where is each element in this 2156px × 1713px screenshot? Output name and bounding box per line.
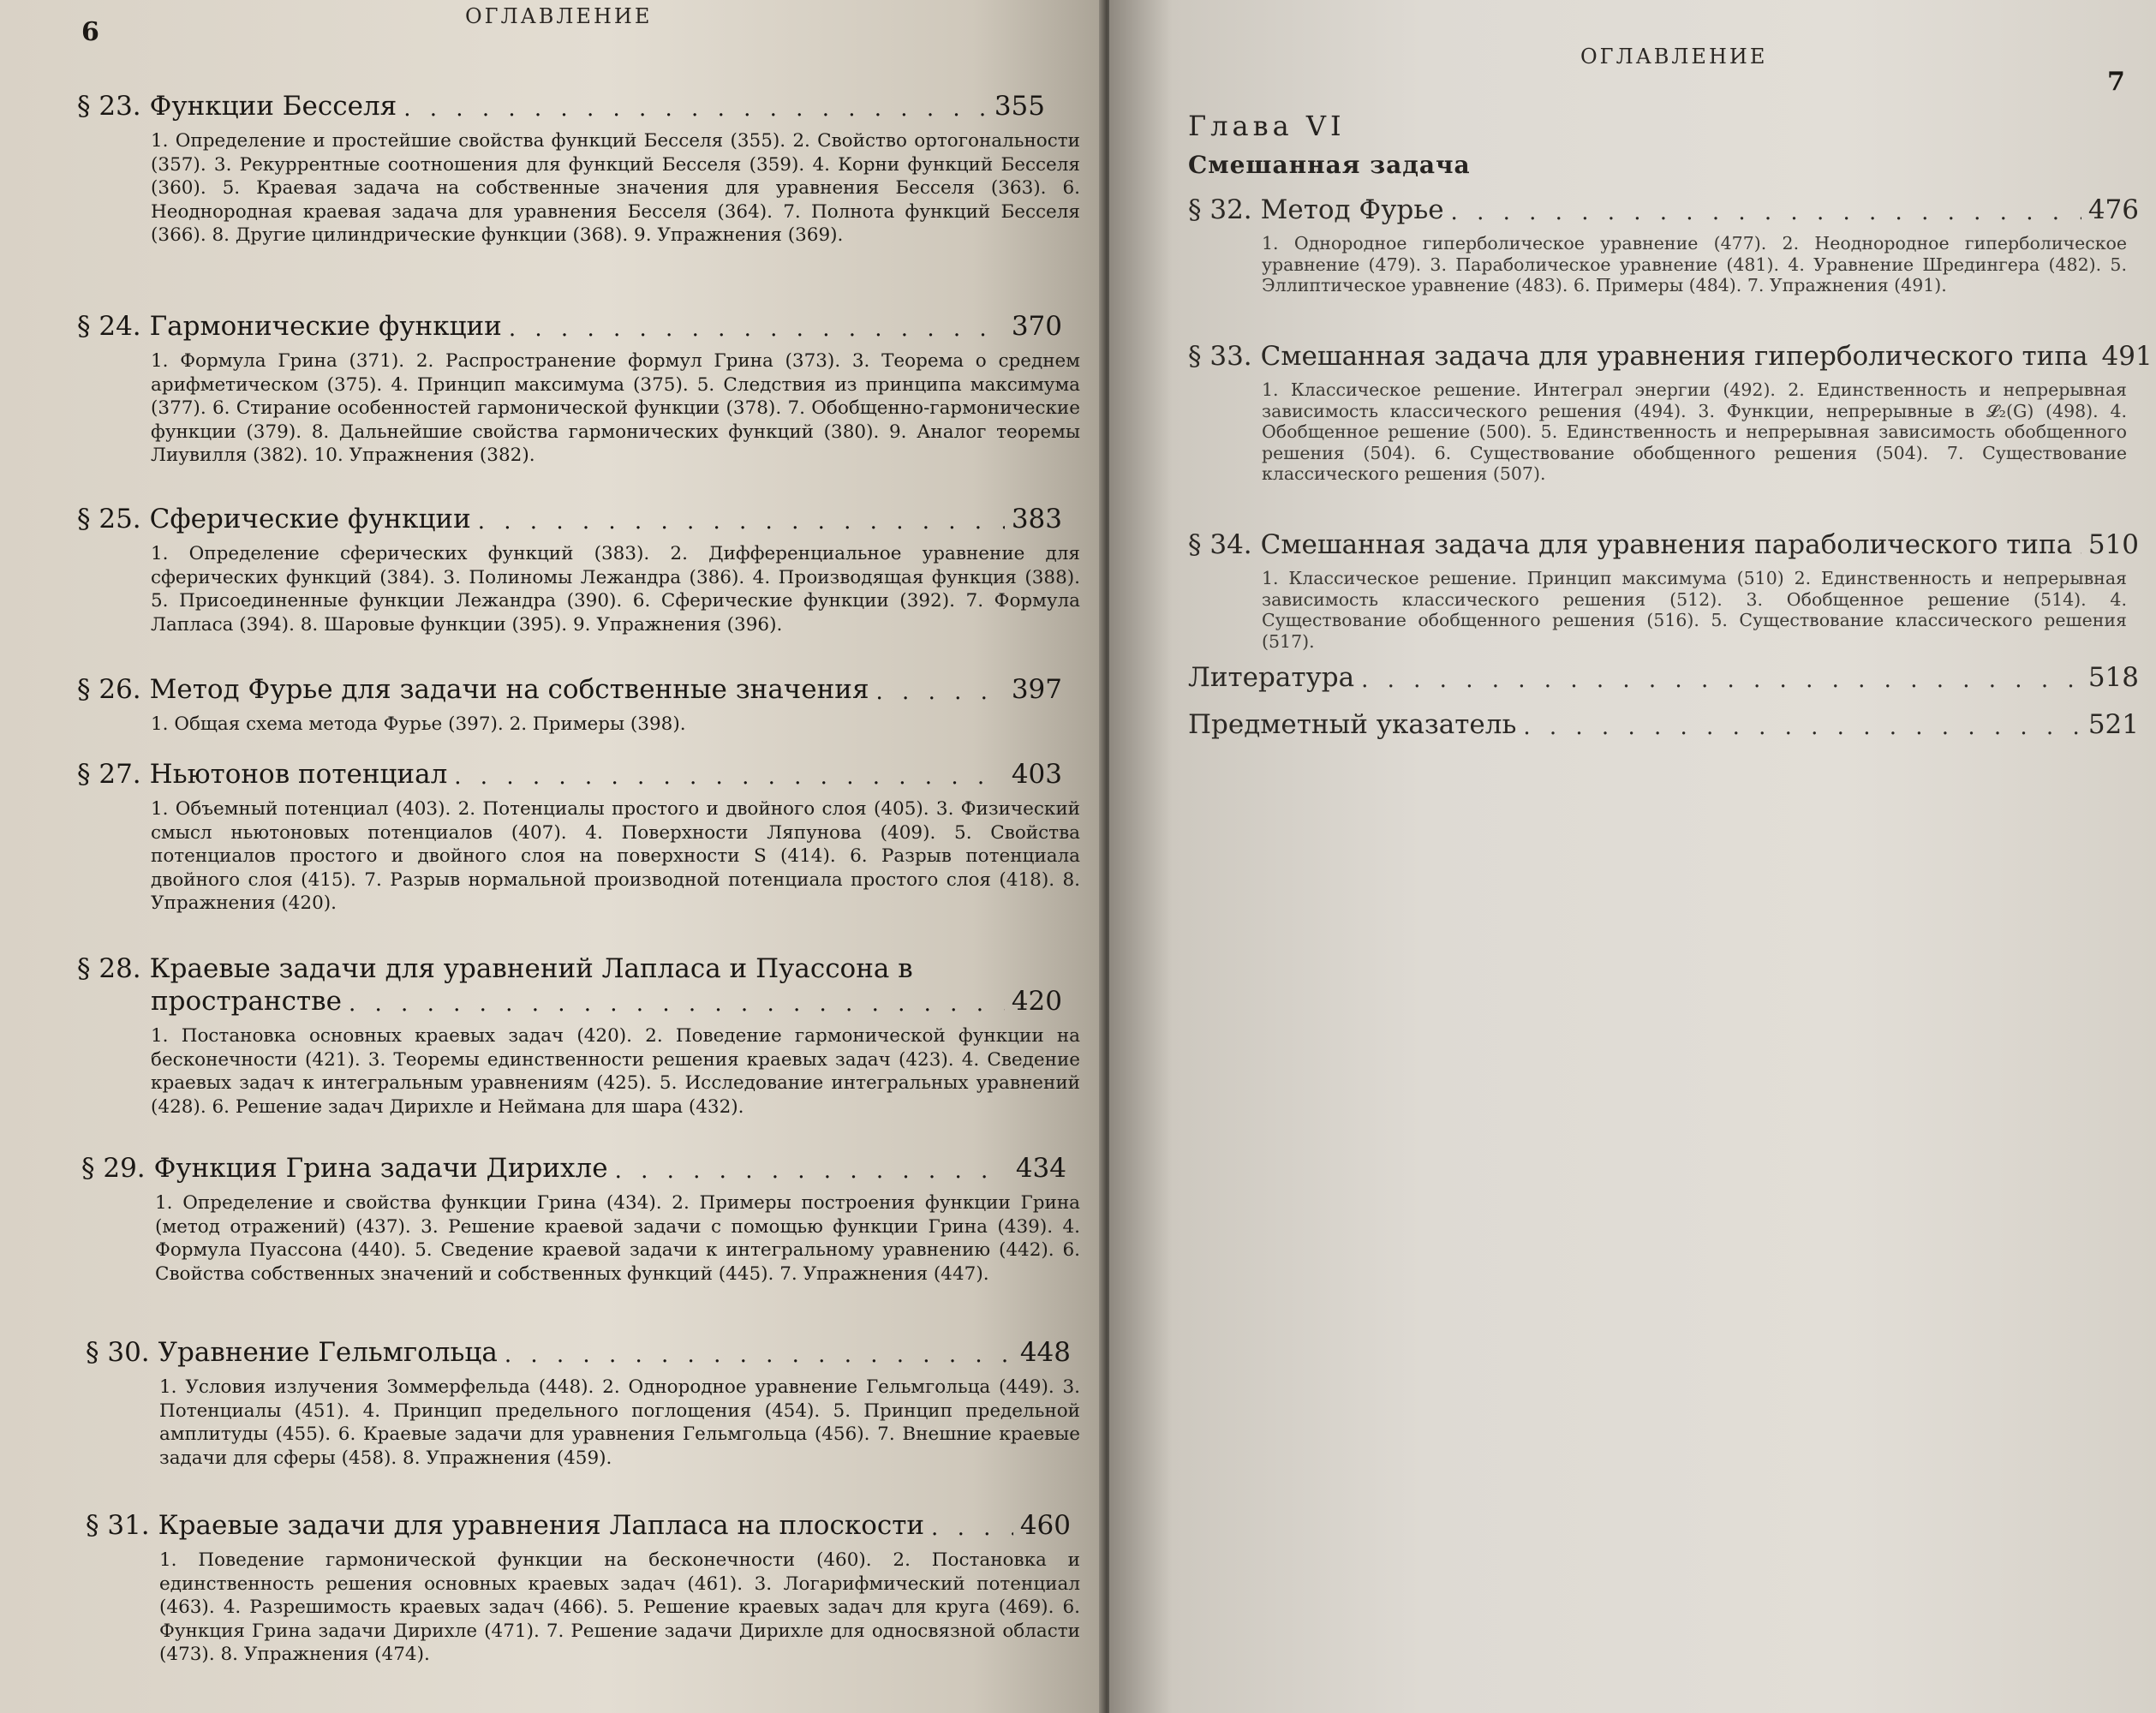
section-title: Краевые задачи для уравнения Лапласа на плоскости: [158, 1510, 925, 1541]
chapter-title: Смешанная задача: [1188, 151, 1471, 179]
section-topics: 1. Однородное гиперболическое уравнение (477). 2. Неоднородное гиперболическое уравнение (479). 3. Параболическое уравнение (481). 4. Уравнение Шредингера (482). 5. Эллиптическое уравнение (483). 6. Примеры (484). 7. Упражнения (491).: [1262, 233, 2127, 295]
leader-dots: [478, 513, 1005, 530]
section-number: § 33.: [1188, 341, 1252, 372]
section-page: 383: [1011, 504, 1062, 534]
section-topics: 1. Классическое решение. Интеграл энергии (492). 2. Единственность и непрерывная зависимость классического решения (494). 3. Функции, непрерывные в 𝓛₂(G) (498). 4. Обобщенное решение (500). 5. Единственность и непрерывная зависимость обобщенного решения (504). 6. Существование обобщенного решения (504). 7. Существование классического решения (507).: [1262, 379, 2127, 484]
entry-title: Предметный указатель: [1188, 709, 1517, 740]
leader-dots: [1361, 671, 2081, 689]
toc-entry-index: [1188, 708, 2139, 741]
section-number: § 34.: [1188, 529, 1252, 560]
section-title: Сферические функции: [149, 504, 471, 534]
section-topics: 1. Условия излучения Зоммерфельда (448). 2. Однородное уравнение Гельмгольца (449). 3. Потенциалы (451). 4. Принцип предельного поглощения (454). 5. Принцип предельной амплитуды (455). 6. Краевые задачи для уравнения Гельмгольца (456). 7. Внешние краевые задачи для сферы (458). 8. Упражнения (459).: [159, 1376, 1080, 1469]
leader-dots: [1523, 719, 2081, 736]
section-title: Ньютонов потенциал: [149, 759, 448, 790]
leader-dots: [509, 320, 1005, 337]
section-page: 434: [1015, 1153, 1066, 1184]
toc-entry-33: [1188, 340, 2153, 485]
section-title: Смешанная задача для уравнения гиперболического типа: [1260, 341, 2088, 372]
leader-dots: [2079, 539, 2081, 556]
toc-entry-34: [1188, 528, 2139, 652]
section-number: § 25.: [77, 504, 141, 534]
section-topics: 1. Определение сферических функций (383). 2. Дифференциальное уравнение для сферических функций (384). 3. Полиномы Лежандра (386). 4. Производящая функция (388). 5. Присоединенные функции Лежандра (390). 6. Сферические функции (392). 7. Формула Лапласа (394). 8. Шаровые функции (395). 9. Упражнения (396).: [151, 543, 1080, 636]
section-title: Функция Грина задачи Дирихле: [153, 1153, 608, 1184]
entry-title: Литература: [1188, 662, 1355, 693]
section-page: 448: [1019, 1337, 1071, 1368]
section-page: 491: [2101, 341, 2153, 372]
section-title-continued: пространстве: [151, 986, 342, 1017]
section-page: 370: [1011, 311, 1062, 342]
section-page: 510: [2087, 529, 2139, 560]
leader-dots: [876, 683, 1005, 701]
section-number: § 28.: [77, 953, 141, 984]
section-topics: 1. Объемный потенциал (403). 2. Потенциалы простого и двойного слоя (405). 3. Физический смысл ньютоновых потенциалов (407). 4. Поверхности Ляпунова (409). 5. Свойства потенциалов простого и двойного слоя на поверхности S (414). 6. Разрыв потенциала двойного слоя (415). 7. Разрыв нормальной производной потенциала простого слоя (418). 8. Упражнения (420).: [151, 798, 1080, 914]
section-topics: 1. Поведение гармонической функции на бесконечности (460). 2. Постановка и единственность решения основных краевых задач (461). 3. Логарифмический потенциал (463). 4. Разрешимость краевых задач (466). 5. Решение краевых задач для круга (469). 6. Функция Грина задачи Дирихле (471). 7. Решение задачи Дирихле для односвязной области (473). 8. Упражнения (474).: [159, 1549, 1080, 1665]
right-page-number: 7: [2107, 67, 2125, 97]
leader-dots: [505, 1346, 1013, 1364]
section-title: Гармонические функции: [149, 311, 502, 342]
toc-entry-25: [77, 503, 1080, 636]
section-title: Метод Фурье: [1260, 194, 1444, 225]
section-number: § 31.: [86, 1510, 150, 1541]
section-topics: 1. Формула Грина (371). 2. Распространение формул Грина (373). 3. Теорема о среднем арифметическом (375). 4. Принцип максимума (375). 5. Следствия из принципа максимума (377). 6. Стирание особенностей гармонической функции (378). 7. Обобщенно-гармонические функции (379). 8. Дальнейшие свойства гармонических функций (380). 9. Аналог теоремы Лиувилля (382). 10. Упражнения (382).: [151, 350, 1080, 466]
toc-entry-23: [77, 90, 1080, 248]
toc-entry-32: [1188, 194, 2139, 296]
leader-dots: [1451, 204, 2081, 221]
toc-entry-28: [77, 952, 1080, 1119]
left-running-head: ОГЛАВЛЕНИЕ: [465, 4, 653, 28]
leader-dots: [931, 1519, 1013, 1537]
right-page: [1109, 0, 2156, 1713]
chapter-label: Глава VI: [1188, 110, 1346, 142]
section-number: § 27.: [77, 759, 141, 790]
section-number: § 30.: [86, 1337, 150, 1368]
entry-page: 521: [2087, 709, 2139, 740]
toc-entry-29: [81, 1152, 1080, 1286]
section-title: Смешанная задача для уравнения параболического типа: [1260, 529, 2073, 560]
section-topics: 1. Определение и свойства функции Грина (434). 2. Примеры построения функции Грина (метод отражений) (437). 3. Решение краевой задачи с помощью функции Грина (439). 4. Формула Пуассона (440). 5. Сведение краевой задачи к интегральному уравнению (442). 6. Свойства собственных значений и собственных функций (445). 7. Упражнения (447).: [155, 1192, 1080, 1285]
toc-entry-27: [77, 758, 1080, 916]
leader-dots: [349, 995, 1005, 1012]
section-number: § 23.: [77, 91, 141, 122]
section-number: § 26.: [77, 674, 141, 705]
section-number: § 29.: [81, 1153, 146, 1184]
section-page: 420: [1011, 986, 1062, 1017]
section-number: § 32.: [1188, 194, 1252, 225]
toc-entry-24: [77, 310, 1080, 468]
toc-entry-31: [86, 1509, 1080, 1667]
section-topics: 1. Определение и простейшие свойства функций Бесселя (355). 2. Свойство ортогональности (357). 3. Рекуррентные соотношения для функций Бесселя (359). 4. Корни функций Бесселя (360). 5. Краевая задача на собственные значения для уравнения Бесселя (363). 6. Неоднородная краевая задача для уравнения Бесселя (364). 7. Полнота функций Бесселя (366). 8. Другие цилиндрические функции (368). 9. Упражнения (369).: [151, 130, 1080, 246]
section-page: 397: [1011, 674, 1062, 705]
left-page-number: 6: [81, 17, 99, 47]
right-running-head: ОГЛАВЛЕНИЕ: [1580, 45, 1768, 69]
section-title: Уравнение Гельмгольца: [158, 1337, 498, 1368]
section-title: Функции Бесселя: [149, 91, 397, 122]
leader-dots: [615, 1162, 1009, 1179]
section-page: 355: [994, 91, 1045, 122]
section-page: 460: [1019, 1510, 1071, 1541]
section-topics: 1. Постановка основных краевых задач (420). 2. Поведение гармонической функции на бесконечности (421). 3. Теоремы единственности решения краевых задач (423). 4. Сведение краевых задач к интегральным уравнениям (425). 5. Исследование интегральных уравнений (428). 6. Решение задач Дирихле и Неймана для шара (432).: [151, 1025, 1080, 1118]
section-topics: 1. Классическое решение. Принцип максимума (510) 2. Единственность и непрерывная зависимость классического решения (512). 3. Обобщенное решение (514). 4. Существование обобщенного решения (516). 5. Существование классического решения (517).: [1262, 568, 2127, 652]
toc-entry-26: [77, 673, 1062, 737]
toc-entry-30: [86, 1336, 1080, 1470]
section-page: 476: [2087, 194, 2139, 225]
section-title: Метод Фурье для задачи на собственные значения: [149, 674, 869, 705]
section-topics: 1. Общая схема метода Фурье (397). 2. Примеры (398).: [151, 713, 686, 735]
entry-page: 518: [2087, 662, 2139, 693]
toc-entry-bibliography: [1188, 661, 2139, 694]
section-number: § 24.: [77, 311, 141, 342]
section-page: 403: [1011, 759, 1062, 790]
leader-dots: [403, 100, 988, 117]
section-title: Краевые задачи для уравнений Лапласа и Пуассона в: [149, 953, 913, 984]
leader-dots: [454, 768, 1005, 785]
